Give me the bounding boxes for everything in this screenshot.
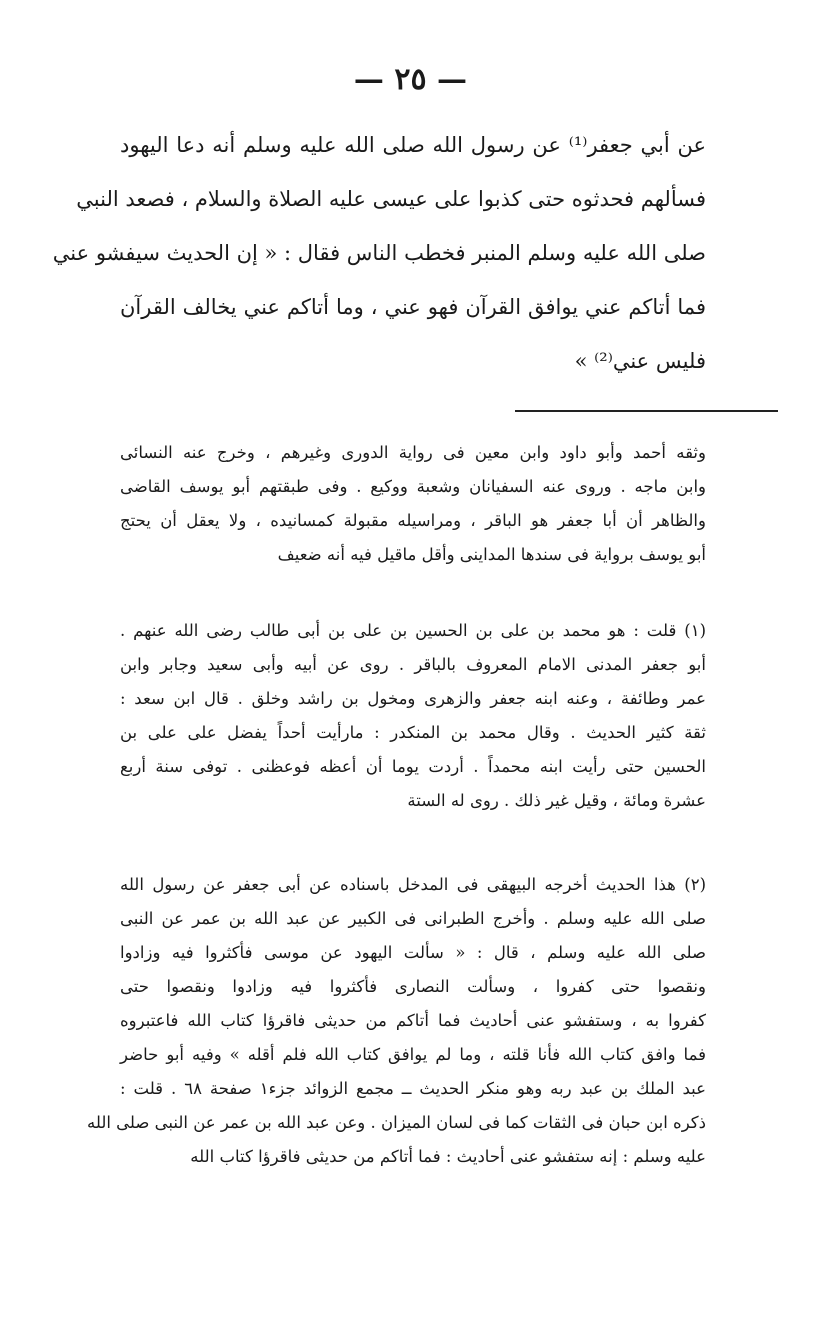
footnote-line: عليه وسلم : إنه ستفشو عنى أحاديث : فما أتاكم من حديثى فاقرؤا كتاب الله — [190, 1147, 706, 1166]
footnote-line: ذكره ابن حبان فى الثقات كما فى لسان الميزان . وعن عبد الله بن عمر عن النبى صلى الله — [87, 1113, 706, 1132]
footnote-line: (٢) هذا الحديث أخرجه البيهقى فى المدخل باسناده عن أبى جعفر عن رسول الله — [120, 875, 706, 894]
footnote-line: صلى الله عليه وسلم . وأخرج الطبرانى فى الكبير عن عبد الله بن عمر عن النبى — [120, 909, 706, 928]
footnote-divider — [515, 410, 778, 412]
footnote-line: كفروا به ، وستفشو عنى أحاديث فما أتاكم من حديثى فاقرؤا كتاب الله فاعتبروه — [120, 1011, 706, 1030]
footnote-line: الحسين حتى رأيت ابنه محمداً . أردت يوما أن أعظه فوعظنى . توفى سنة أربع — [120, 757, 706, 776]
footnote-line: أبو يوسف برواية فى سندها المداينى وأقل ماقيل فيه أنه ضعيف — [277, 545, 706, 564]
footnote-line: ونقصوا حتى كفروا ، وسألت النصارى فأكثروا فيه وزادوا ونقصوا حتى — [120, 977, 706, 996]
footnote-line: عشرة ومائة ، وقيل غير ذلك . روى له الستة — [407, 791, 706, 810]
main-text-line: صلى الله عليه وسلم المنبر فخطب الناس فقال : « إن الحديث سيفشو عني — [52, 241, 706, 265]
main-text-line: فسألهم فحدثوه حتى كذبوا على عيسى عليه الصلاة والسلام ، فصعد النبي — [76, 187, 706, 211]
footnote-line: فما وافق كتاب الله فأنا قلته ، وما لم يوافق كتاب الله فلم أقله » وفيه أبو حاضر — [120, 1045, 706, 1064]
footnote-line: والظاهر أن أبا جعفر هو الباقر ، ومراسيله مقبولة كمسانيده ، ولا يعقل أن يحتج — [120, 511, 706, 530]
footnote-line: عبد الملك بن عبد ربه وهو منكر الحديث ــ مجمع الزوائد جزء١ صفحة ٦٨ . قلت : — [120, 1079, 707, 1098]
footnote-line: وثقه أحمد وأبو داود وابن معين فى رواية الدورى وغيرهم ، وخرج عنه النسائى — [120, 443, 706, 462]
main-hadith-text — [52, 118, 707, 388]
main-text-line: عن أبي جعفر⁽¹⁾ عن رسول الله صلى الله عليه وسلم أنه دعا اليهود — [120, 133, 707, 157]
footnote-line: أبو جعفر المدنى الامام المعروف بالباقر . روى عن أبيه وأبى سعيد وجابر وابن — [120, 655, 706, 674]
footnote-2 — [87, 868, 707, 1174]
footnote-1 — [120, 614, 706, 818]
page-number: — ٢٥ — — [353, 62, 468, 97]
footnote-line: (١) قلت : هو محمد بن على بن الحسين بن على بن أبى طالب رضى الله عنهم . — [120, 621, 706, 640]
footnote-line: صلى الله عليه وسلم ، قال : « سألت اليهود عن موسى فأكثروا فيه وزادوا — [120, 943, 706, 962]
main-text-line: فليس عني⁽²⁾ » — [574, 349, 706, 373]
footnote-line: ثقة كثير الحديث . وقال محمد بن المنكدر : مارأيت أحداً يفضل على على بن — [120, 723, 706, 742]
footnote-carryover — [120, 436, 706, 572]
footnote-line: وابن ماجه . وروى عنه السفيانان وشعبة ووكيع . وفى طبقتهم أبو يوسف القاضى — [120, 477, 706, 496]
footnote-line: عمر وطائفة ، وعنه ابنه جعفر والزهرى ومخول بن راشد وخلق . قال ابن سعد : — [120, 689, 706, 708]
main-text-line: فما أتاكم عني يوافق القرآن فهو عني ، وما أتاكم عني يخالف القرآن — [120, 295, 706, 319]
